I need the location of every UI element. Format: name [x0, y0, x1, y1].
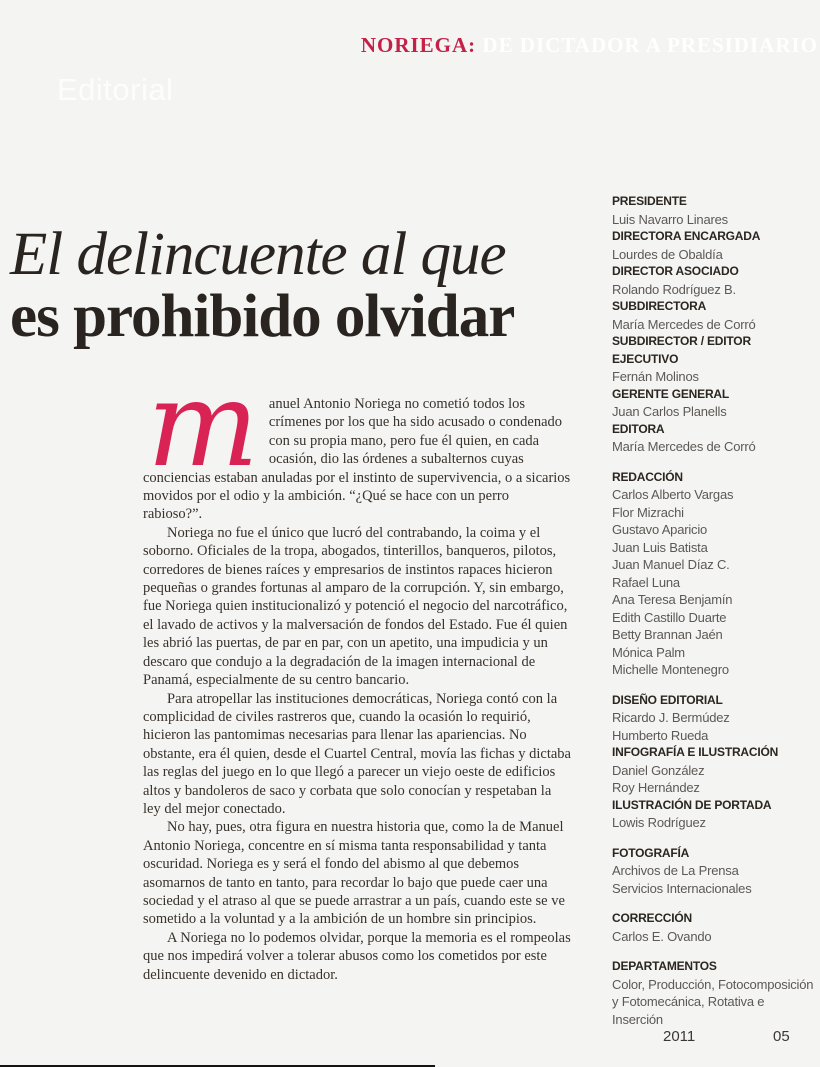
masthead-role-title: DEPARTAMENTOS — [612, 959, 717, 973]
masthead-name: María Mercedes de Corró — [612, 439, 756, 454]
masthead-name: Fernán Molinos — [612, 369, 699, 384]
masthead-role-title: DISEÑO EDITORIAL — [612, 692, 723, 707]
masthead-name: Servicios Internacionales — [612, 880, 752, 896]
masthead-name: Edith Castillo Duarte — [612, 609, 727, 625]
masthead-name: Carlos E. Ovando — [612, 928, 712, 944]
section-label: Editorial — [57, 72, 174, 107]
masthead-name: Flor Mizrachi — [612, 504, 684, 520]
article-paragraph: No hay, pues, otra figura en nuestra historia que, como la de Manuel Antonio Noriega, concentre en sí misma tanta responsabilidad y tanta oscuridad. Noriega es y será el fondo del abismo al que debemos asomarnos de tanto en tanto, para recordar lo bajo que puede caer una sociedad y el atraso al que se puede arrastrar a un país, cuando este se ve sometido a la voluntad y a la ambición de un hombre sin principios. — [143, 819, 565, 928]
masthead-group — [612, 797, 817, 832]
article-paragraph: manuel Antonio Noriega no cometió todos los crímenes por los que ha sido acusado o condenado con su propia mano, pero fue él quien, en cada ocasión, dio las órdenes a subalternos cuyas conciencias estaban anuladas por el instinto de supervivencia, o a sicarios movidos por el odio y la ambición. “¿Qué se hace con un perro rabioso?”. — [143, 355, 571, 523]
masthead-role-title: FOTOGRAFÍA — [612, 845, 690, 860]
masthead-group — [612, 193, 817, 228]
masthead-name: Rafael Luna — [612, 574, 680, 590]
masthead-name: Roy Hernández — [612, 780, 700, 795]
masthead-group — [612, 228, 817, 263]
masthead-name: María Mercedes de Corró — [612, 316, 756, 332]
masthead-role-title: EDITORA — [612, 421, 665, 436]
masthead-role-title: PRESIDENTE — [612, 194, 687, 208]
masthead-name: Juan Carlos Planells — [612, 404, 727, 419]
masthead-name: Lowis Rodríguez — [612, 815, 706, 830]
masthead-name: Michelle Montenegro — [612, 662, 729, 677]
masthead-role-title: REDACCIÓN — [612, 469, 683, 484]
article-paragraph: Noriega no fue el único que lucró del contrabando, la coima y el soborno. Oficiales de la tropa, abogados, tinterillos, banqueros, pilotos, corredores de bienes raíces y empresarios de instintos rapaces hicieron pequeñas o grandes fortunas al amparo de la corrupción. Y, sin embargo, fue Noriega quien institucionalizó y potenció el negocio del narcotráfico, el lavado de activos y la malversación de fondos del Estado. Fue él quien les abrió las puertas, de par en par, con un apetito, una impudicia y un descaro que condujo a la degradación de la imagen internacional de Panamá, especialmente de su centro bancario. — [143, 524, 568, 689]
footer-page-number: 05 — [773, 1028, 790, 1045]
masthead-name: Ana Teresa Benjamín — [612, 592, 733, 607]
masthead-role-title: GERENTE GENERAL — [612, 386, 730, 401]
page-kicker — [361, 33, 818, 58]
dropcap-letter: m — [147, 355, 259, 493]
masthead-group — [612, 386, 817, 421]
masthead-name: Juan Luis Batista — [612, 539, 708, 555]
masthead-name: Rolando Rodríguez B. — [612, 281, 736, 297]
masthead-role-title: ILUSTRACIÓN DE PORTADA — [612, 797, 772, 812]
article-body — [143, 355, 571, 984]
masthead-role-title: SUBDIRECTORA — [612, 299, 707, 313]
masthead-name: Daniel González — [612, 762, 705, 778]
masthead-name: Mónica Palm — [612, 644, 685, 660]
masthead-role-title: DIRECTOR ASOCIADO — [612, 264, 739, 278]
masthead-group — [612, 910, 817, 945]
footer-year: 2011 — [663, 1028, 696, 1045]
kicker-subtitle: DE DICTADOR A PRESIDIARIO — [476, 33, 818, 57]
masthead-name: Gustavo Aparicio — [612, 522, 708, 537]
masthead-name: Betty Brannan Jaén — [612, 627, 723, 642]
masthead-role-title: CORRECCIÓN — [612, 911, 693, 925]
masthead — [612, 193, 817, 1028]
headline-line-2: es prohibido olvidar — [10, 283, 515, 350]
masthead-group — [612, 845, 817, 898]
masthead-group — [612, 958, 817, 1028]
masthead-group — [612, 469, 817, 679]
article-paragraph: A Noriega no lo podemos olvidar, porque la memoria es el rompeolas que nos impedirá volver a tolerar abusos como los cometidos por este delincuente devenido en dictador. — [143, 929, 571, 983]
masthead-name: Archivos de La Prensa — [612, 863, 739, 878]
masthead-name: Ricardo J. Bermúdez — [612, 710, 730, 725]
masthead-role-title: SUBDIRECTOR / EDITOR EJECUTIVO — [612, 334, 751, 366]
masthead-name: Luis Navarro Linares — [612, 211, 728, 227]
kicker-topic: NORIEGA: — [360, 33, 477, 57]
masthead-name: Humberto Rueda — [612, 727, 709, 743]
masthead-role-title: INFOGRAFÍA E ILUSTRACIÓN — [612, 745, 779, 759]
masthead-name: Juan Manuel Díaz C. — [612, 557, 730, 572]
masthead-group — [612, 333, 817, 386]
masthead-name: Lourdes de Obaldía — [612, 246, 723, 262]
masthead-group — [612, 421, 817, 456]
masthead-group — [612, 263, 817, 298]
headline-line-1: El delincuente al que — [10, 221, 506, 288]
masthead-name: Carlos Alberto Vargas — [612, 487, 734, 502]
masthead-group — [612, 744, 817, 797]
article-paragraph: Para atropellar las instituciones democráticas, Noriega contó con la complicidad de civiles rastreros que, cuando la ocasión lo requirió, hicieron las pantomimas necesarias para llenar las apariencias. No obstante, era él quien, desde el Cuartel Central, movía las fichas y dictaba las reglas del juego en lo que llegó a parecer un viejo oeste de edificios altos y bandoleros de saco y corbata que solo conocían y respetaban la ley del mejor conectado. — [143, 690, 571, 817]
article-headline — [10, 221, 610, 350]
masthead-group — [612, 692, 817, 745]
masthead-role-title: DIRECTORA ENCARGADA — [612, 229, 761, 243]
masthead-name: Color, Producción, Fotocomposición y Fotomecánica, Rotativa e Inserción — [612, 976, 814, 1027]
masthead-group — [612, 298, 817, 333]
